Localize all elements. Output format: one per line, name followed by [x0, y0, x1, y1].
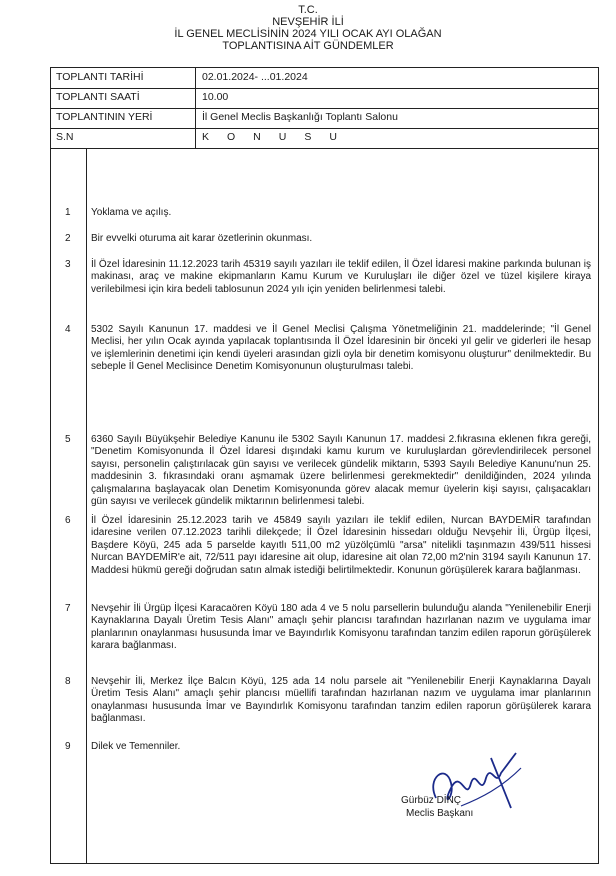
agenda-item: 5302 Sayılı Kanunun 17. maddesi ve İl Genel Meclisi Çalışma Yönetmeliğinin 21. maddelerinde; "İl Genel Meclisi, her yılın Ocak ayında yapılacak toplantısında İl Özel İdaresinin bir önceki yıl gelir ve giderleri ile hesap ve işlemlerinin denetimi için kendi üyeleri arasından gizli oyla bir denetim komisyonu oluşturur" denilmektedir. Bu sebeple İl Genel Meclisince Denetim Komisyonunun oluşturulması talebi.: [91, 324, 591, 373]
item-number: 2: [65, 233, 71, 244]
agenda-item: Bir evvelki oturuma ait karar özetlerinin okunması.: [91, 233, 313, 244]
time-value: 10.00: [202, 91, 229, 103]
item-number: 5: [65, 434, 71, 445]
signatory-name: Gürbüz DİNÇ: [401, 795, 462, 806]
item-number: 7: [65, 603, 71, 614]
time-label: TOPLANTI SAATİ: [56, 91, 140, 103]
date-value: 02.01.2024- ...01.2024: [202, 71, 308, 83]
time-row: [51, 88, 598, 109]
place-row: [51, 108, 598, 129]
column-divider-sn: [86, 148, 87, 863]
agenda-item: Nevşehir İli, Merkez İlçe Balcın Köyü, 125 ada 14 nolu parsele ait "Yenilenebilir Enerji Kaynaklarına Dayalı Üretim Tesis Alanı" amaçlı şehir plancısı müellifi tarafından hazırlanan nazım ve uygulama imar planlarının onaylanması hususunda İmar ve Bayındırlık Komisyonu tarafından tanzim edilen raporun görüşülerek karara bağlanması.: [91, 676, 591, 725]
header-tc: T.C.: [298, 4, 318, 16]
header-subtitle: TOPLANTISINA AİT GÜNDEMLER: [222, 40, 394, 52]
agenda-item: İl Özel İdaresinin 25.12.2023 tarih ve 45849 sayılı yazıları ile teklif edilen, Nurcan BAYDEMİR tarafından idaresine verilen 07.12.2023 tarihli dilekçede; İl Özel İdaresinin hissedarı olduğu Nevşehir İli, Ürgüp İlçesi, Başdere Köyü, 245 ada 5 parselde kayıtlı 511,00 m2 yüzölçümlü "arsa" nitelikli taşınmazın 439/511 hissesi Nurcan BAYDEMİR'e ait, 72/511 payı idaresine ait olup, idaresine ait olan 72,00 m2'nin 3194 sayılı Kanunun 17. Maddesi hükmü gereği doğrudan satın almak istediği belirtilmektedir. Konunun görüşülerek karara bağlanması.: [91, 515, 591, 576]
item-number: 8: [65, 676, 71, 687]
column-divider-top: [195, 68, 196, 148]
subject-header-row: [51, 128, 598, 149]
place-value: İl Genel Meclis Başkanlığı Toplantı Salonu: [202, 111, 398, 123]
agenda-item: İl Özel İdaresinin 11.12.2023 tarih 45319 sayılı yazıları ile teklif edilen, İl Özel İdaresi makine parkında bulunan iş makinası, araç ve makine ekipmanların Kamu Kurum ve Kuruluşları ile diğer özel ve tüzel kişilere kiraya verilebilmesi için kira bedeli tablosunun 2024 yılı için yeniden belirlenmesi talebi.: [91, 259, 591, 295]
item-number: 6: [65, 515, 71, 526]
agenda-frame: [50, 67, 599, 864]
item-number: 1: [65, 207, 71, 218]
item-number: 3: [65, 259, 71, 270]
signatory-title: Meclis Başkanı: [406, 808, 474, 819]
date-row: [51, 68, 598, 89]
agenda-item: Nevşehir İli Ürgüp İlçesi Karacaören Köyü 180 ada 4 ve 5 nolu parsellerin bulunduğu alanda "Yenilenebilir Enerji Kaynaklarına Dayalı Üretim Tesis Alanı" amaçlı şehir plancısı tarafından hazırlanan nazım ve uygulama imar planlarının onaylanması hususunda İmar ve Bayındırlık Komisyonu tarafından tanzim edilen raporun görüşülerek karara bağlanması.: [91, 603, 591, 652]
agenda-item: 6360 Sayılı Büyükşehir Belediye Kanunu ile 5302 Sayılı Kanunun 17. maddesi 2.fıkrasına eklenen fıkra gereği, "Denetim Komisyonunda İl Özel İdaresi dışındaki kamu kurum ve kuruluşlardan görevlendirilecek personel sayısı, personelin çalıştırılacak gün sayısı ve verilecek gündelik miktarın, 5393 Sayılı Belediye Kanunu'nun 25. maddesinin 3. fıkrasındaki oranı aşmamak üzere belirlenmesi gerekmektedir" denildiğinden, 2024 yılında çalışmalarına başlayacak olan Denetim Komisyonunda görev alacak memur üyelerin kişi sayısı, çalışacakları gün sayısı ve verilecek gündelik miktarının belirlenmesi talebi.: [91, 434, 591, 508]
date-label: TOPLANTI TARİHİ: [56, 71, 144, 83]
subject-label: KONUSU: [202, 131, 355, 143]
place-label: TOPLANTININ YERİ: [56, 111, 153, 123]
item-number: 4: [65, 324, 71, 335]
sn-label: S.N: [56, 131, 74, 143]
header-title: İL GENEL MECLİSİNİN 2024 YILI OCAK AYI OLAĞAN: [174, 28, 442, 40]
agenda-item: Yoklama ve açılış.: [91, 207, 172, 218]
item-number: 9: [65, 741, 71, 752]
agenda-item: Dilek ve Temenniler.: [91, 741, 181, 752]
header-province: NEVŞEHİR İLİ: [272, 16, 344, 28]
